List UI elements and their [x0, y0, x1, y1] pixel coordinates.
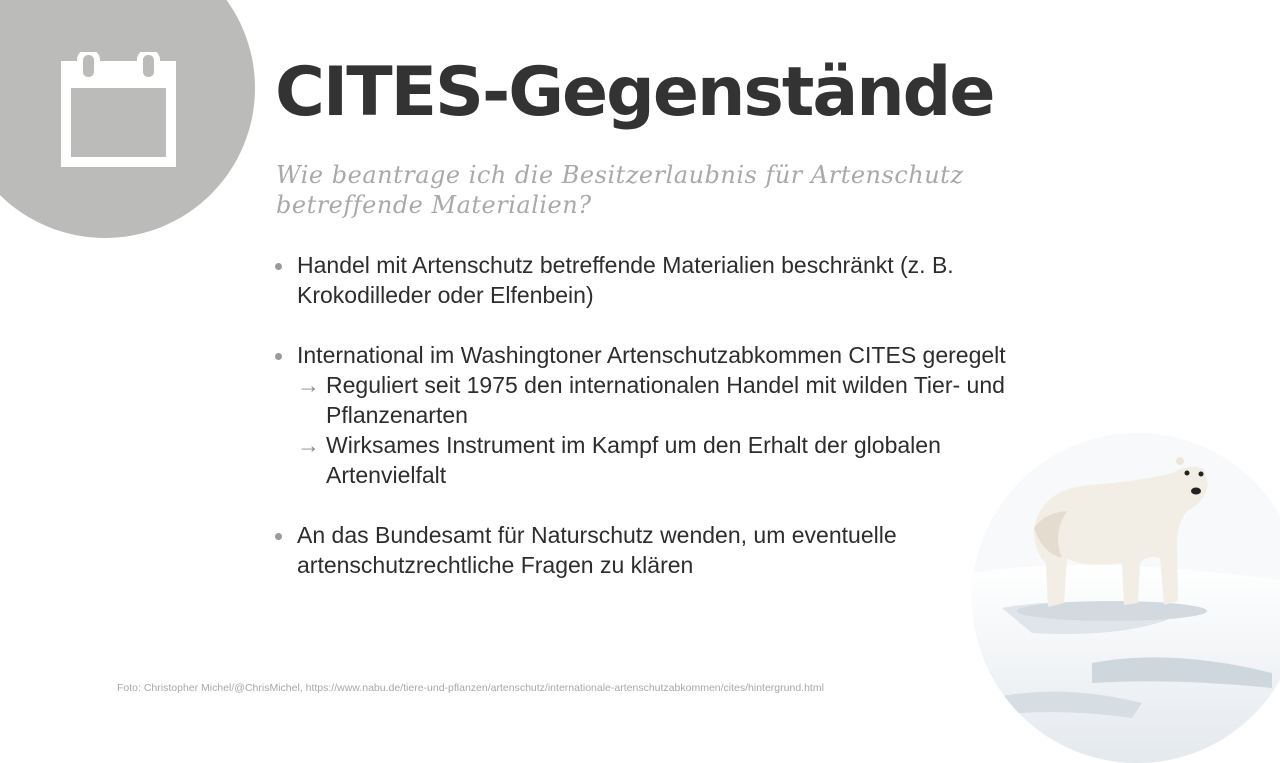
sub-bullet-text: Wirksames Instrument im Kampf um den Erhalt der globalen Artenvielfalt [326, 432, 941, 488]
bullet-text: International im Washingtoner Artenschutzabkommen CITES geregelt [297, 342, 1006, 368]
slide-subtitle: Wie beantrage ich die Besitzerlaubnis für Artenschutz betreffende Materialien? [276, 161, 964, 219]
bullet-text: An das Bundesamt für Naturschutz wenden, um eventuelle artenschutzrechtliche Fragen zu klären [297, 522, 897, 578]
slide-title: CITES-Gegenstände [275, 53, 994, 132]
sub-bullet-item [297, 430, 1047, 490]
arrow-right-icon: → [297, 372, 320, 398]
bullet-item [297, 520, 1047, 580]
sub-bullet-text: Reguliert seit 1975 den internationalen Handel mit wilden Tier- und Pflanzenarten [326, 372, 1005, 428]
arrow-right-icon: → [297, 432, 320, 458]
sub-bullet-item [297, 370, 1047, 430]
photo-credit: Foto: Christopher Michel/@ChrisMichel, https://www.nabu.de/tiere-und-pflanzen/artenschutz/internationale-artenschutzabkommen/cites/hintergrund.html [117, 682, 824, 694]
bullet-list [297, 250, 1047, 610]
polar-bear-photo [972, 433, 1280, 763]
bullet-item [297, 250, 1047, 310]
bullet-item [297, 340, 1047, 490]
calendar-icon [60, 52, 180, 170]
bullet-text: Handel mit Artenschutz betreffende Materialien beschränkt (z. B. Krokodilleder oder Elfenbein) [297, 252, 954, 308]
